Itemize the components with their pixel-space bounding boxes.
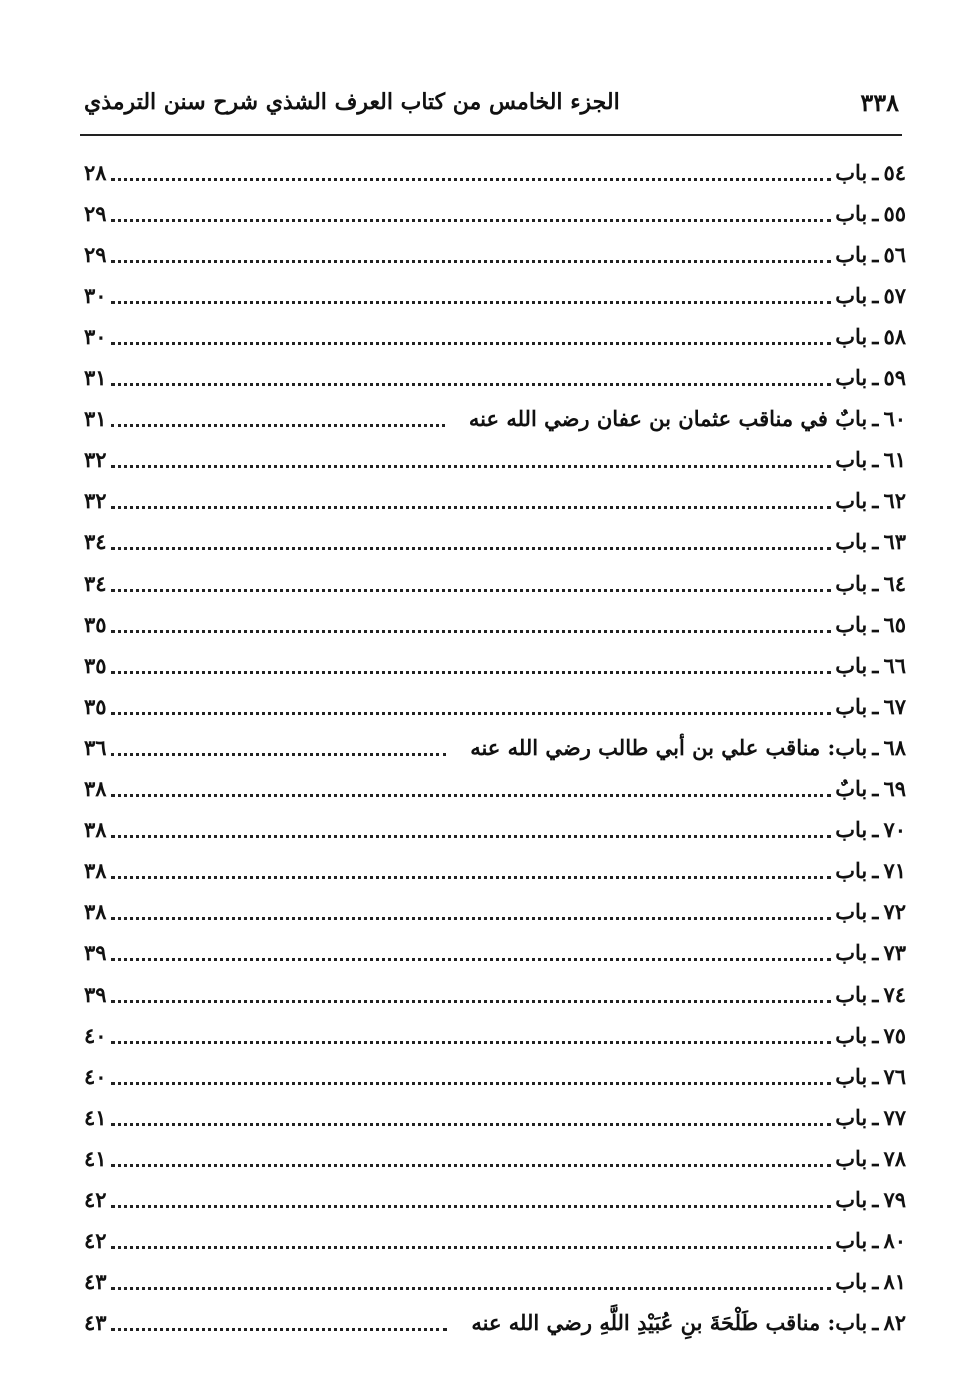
- dot-leader: [111, 1164, 832, 1167]
- dot-leader: [111, 835, 832, 838]
- entry-title: باب: [835, 817, 868, 843]
- entry-title: باب: [835, 652, 868, 678]
- entry-dash: ـ: [872, 652, 879, 678]
- toc-entry: [84, 522, 906, 562]
- dot-leader: [111, 1328, 448, 1331]
- entry-page-number: ٣٨: [84, 899, 107, 925]
- entry-title: باب: [835, 899, 868, 925]
- entry-title: باب: [835, 488, 868, 514]
- dot-leader: [111, 630, 832, 633]
- entry-page-number: ٤٢: [84, 1187, 107, 1212]
- entry-title: باب: [835, 1187, 868, 1212]
- entry-dash: ـ: [872, 1187, 879, 1212]
- dot-leader: [111, 1082, 832, 1085]
- entry-number: ٥٤: [883, 159, 906, 185]
- toc-entry: [84, 399, 906, 439]
- entry-dash: ـ: [872, 734, 879, 760]
- entry-page-number: ٤٠: [84, 1063, 107, 1089]
- entry-number: ٥٥: [883, 200, 906, 226]
- toc-entry: [84, 1180, 906, 1220]
- entry-dash: ـ: [872, 241, 879, 267]
- entry-dash: ـ: [872, 858, 879, 884]
- entry-title: باب: [835, 365, 868, 390]
- entry-page-number: ٣٨: [84, 858, 107, 884]
- toc-entry: [84, 1097, 906, 1137]
- toc-entry: [84, 851, 906, 891]
- toc-entry: [84, 1262, 906, 1302]
- entry-dash: ـ: [872, 940, 879, 966]
- dot-leader: [111, 219, 832, 222]
- entry-title: باب: [835, 529, 868, 555]
- entry-title: باب: [835, 611, 868, 637]
- entry-title: باب: [835, 1104, 868, 1130]
- entry-number: ٦٦: [883, 652, 906, 678]
- entry-dash: ـ: [872, 1269, 879, 1295]
- entry-dash: ـ: [872, 447, 879, 473]
- entry-dash: ـ: [872, 1145, 879, 1171]
- entry-number: ٧١: [883, 858, 906, 884]
- toc-entry: [84, 1221, 906, 1261]
- toc-entry: [84, 727, 906, 767]
- entry-title: بابٌ في مناقب عثمان بن عفان رضي الله عنه: [468, 406, 868, 432]
- entry-dash: ـ: [872, 981, 879, 1007]
- entry-dash: ـ: [872, 1228, 879, 1254]
- entry-number: ٧٩: [883, 1187, 906, 1212]
- entry-title: باب: [835, 1269, 868, 1295]
- toc-entry: [84, 563, 906, 603]
- entry-number: ٥٩: [883, 365, 906, 390]
- entry-page-number: ٣٢: [84, 447, 107, 473]
- entry-number: ٦٥: [883, 611, 906, 637]
- entry-page-number: ٣٩: [84, 981, 107, 1007]
- entry-page-number: ٤١: [84, 1145, 107, 1171]
- toc-entry: [84, 234, 906, 274]
- entry-page-number: ٤٠: [84, 1022, 107, 1048]
- dot-leader: [111, 1041, 832, 1044]
- toc-entry: [84, 892, 906, 932]
- entry-page-number: ٢٨: [84, 159, 107, 185]
- entry-page-number: ٣٠: [84, 323, 107, 349]
- entry-number: ٧٨: [883, 1145, 906, 1171]
- entry-dash: ـ: [872, 406, 879, 432]
- entry-page-number: ٤٣: [84, 1310, 107, 1336]
- entry-page-number: ٣٨: [84, 776, 107, 801]
- toc-entry: [84, 810, 906, 850]
- entry-number: ٧٧: [883, 1104, 906, 1130]
- dot-leader: [111, 1205, 832, 1208]
- entry-page-number: ٣١: [84, 406, 107, 432]
- entry-dash: ـ: [872, 159, 879, 185]
- entry-title: باب: [835, 282, 868, 308]
- entry-title: باب: مناقب طَلْحَةَ بنِ عُبَيْدِ اللَّهِ رضي الله عنه: [471, 1310, 868, 1336]
- entry-dash: ـ: [872, 529, 879, 555]
- entry-number: ٧٥: [883, 1022, 906, 1048]
- toc-entry: [84, 275, 906, 315]
- entry-page-number: ٣٨: [84, 817, 107, 843]
- entry-dash: ـ: [872, 570, 879, 596]
- entry-dash: ـ: [872, 365, 879, 390]
- toc-entry: [84, 604, 906, 644]
- entry-title: باب: [835, 940, 868, 966]
- entry-page-number: ٤٢: [84, 1228, 107, 1254]
- entry-dash: ـ: [872, 611, 879, 637]
- toc-entry: [84, 686, 906, 726]
- entry-page-number: ٤١: [84, 1104, 107, 1130]
- toc-entry: [84, 645, 906, 685]
- entry-dash: ـ: [872, 1104, 879, 1130]
- entry-page-number: ٣٢: [84, 488, 107, 514]
- entry-number: ٥٨: [883, 323, 906, 349]
- entry-number: ٥٧: [883, 282, 906, 308]
- entry-title: باب: [835, 858, 868, 884]
- entry-number: ٧٦: [883, 1063, 906, 1089]
- toc-entry: [84, 316, 906, 356]
- dot-leader: [111, 1000, 832, 1003]
- header-rule: [80, 134, 902, 136]
- entry-page-number: ٣٥: [84, 652, 107, 678]
- page-number: ٣٣٨: [860, 87, 899, 117]
- entry-page-number: ٣١: [84, 365, 107, 390]
- entry-number: ٦٢: [883, 488, 906, 514]
- entry-number: ٧٤: [883, 981, 906, 1007]
- toc-entry: [84, 1303, 906, 1343]
- dot-leader: [111, 424, 445, 427]
- toc-entry: [84, 193, 906, 233]
- entry-dash: ـ: [872, 899, 879, 925]
- dot-leader: [111, 1246, 832, 1249]
- entry-title: باب: [835, 241, 868, 267]
- dot-leader: [111, 547, 832, 550]
- entry-title: باب: [835, 1063, 868, 1089]
- entry-number: ٦٤: [883, 570, 906, 596]
- entry-title: بابٌ: [835, 776, 868, 801]
- toc-entry: [84, 1056, 906, 1096]
- entry-number: ٥٦: [883, 241, 906, 267]
- entry-dash: ـ: [872, 776, 879, 801]
- dot-leader: [111, 712, 832, 715]
- entry-dash: ـ: [872, 323, 879, 349]
- toc-entry: [84, 440, 906, 480]
- dot-leader: [111, 753, 447, 756]
- entry-page-number: ٣٤: [84, 570, 107, 596]
- entry-page-number: ٢٩: [84, 241, 107, 267]
- toc-entry: [84, 974, 906, 1014]
- page-header: [84, 82, 899, 122]
- toc-entry: [84, 769, 906, 809]
- dot-leader: [111, 876, 832, 879]
- entry-title: باب: [835, 570, 868, 596]
- entry-page-number: ٣٠: [84, 282, 107, 308]
- entry-title: باب: [835, 1022, 868, 1048]
- dot-leader: [111, 794, 832, 797]
- entry-page-number: ٣٤: [84, 529, 107, 555]
- entry-dash: ـ: [872, 488, 879, 514]
- entry-number: ٧٠: [883, 817, 906, 843]
- entry-title: باب: [835, 323, 868, 349]
- toc-entry: [84, 481, 906, 521]
- entry-dash: ـ: [872, 1022, 879, 1048]
- toc-entry: [84, 933, 906, 973]
- entry-page-number: ٣٥: [84, 693, 107, 719]
- entry-page-number: ٤٣: [84, 1269, 107, 1295]
- dot-leader: [111, 917, 832, 920]
- toc-entry: [84, 1138, 906, 1178]
- table-of-contents: [0, 143, 954, 1343]
- entry-number: ٧٣: [883, 940, 906, 966]
- dot-leader: [111, 260, 832, 263]
- entry-title: باب: [835, 1228, 868, 1254]
- dot-leader: [111, 383, 832, 386]
- dot-leader: [111, 1123, 832, 1126]
- entry-dash: ـ: [872, 1063, 879, 1089]
- dot-leader: [111, 465, 832, 468]
- dot-leader: [111, 301, 832, 304]
- dot-leader: [111, 671, 832, 674]
- entry-number: ٨٠: [883, 1228, 906, 1254]
- entry-dash: ـ: [872, 693, 879, 719]
- entry-title: باب: [835, 447, 868, 473]
- dot-leader: [111, 342, 832, 345]
- entry-title: باب: [835, 981, 868, 1007]
- entry-title: باب: مناقب علي بن أبي طالب رضي الله عنه: [470, 734, 868, 760]
- toc-entry: [84, 358, 906, 398]
- entry-page-number: ٣٥: [84, 611, 107, 637]
- entry-number: ٨٢: [883, 1310, 906, 1336]
- entry-number: ٧٢: [883, 899, 906, 925]
- entry-page-number: ٢٩: [84, 200, 107, 226]
- entry-dash: ـ: [872, 817, 879, 843]
- running-title: الجزء الخامس من كتاب العرف الشذي شرح سنن الترمذي: [84, 89, 620, 115]
- entry-title: باب: [835, 159, 868, 185]
- entry-page-number: ٣٩: [84, 940, 107, 966]
- toc-entry: [84, 152, 906, 192]
- entry-number: ٦٧: [883, 693, 906, 719]
- dot-leader: [111, 1287, 832, 1290]
- entry-number: ٦٣: [883, 529, 906, 555]
- dot-leader: [111, 589, 832, 592]
- entry-title: باب: [835, 1145, 868, 1171]
- entry-title: باب: [835, 200, 868, 226]
- entry-page-number: ٣٦: [84, 734, 107, 760]
- entry-dash: ـ: [872, 282, 879, 308]
- entry-dash: ـ: [872, 200, 879, 226]
- entry-number: ٦٩: [883, 776, 906, 801]
- entry-number: ٨١: [883, 1269, 906, 1295]
- entry-title: باب: [835, 693, 868, 719]
- dot-leader: [111, 506, 832, 509]
- dot-leader: [111, 958, 832, 961]
- entry-number: ٦١: [883, 447, 906, 473]
- dot-leader: [111, 178, 832, 181]
- toc-entry: [84, 1015, 906, 1055]
- entry-number: ٦٠: [883, 406, 906, 432]
- entry-number: ٦٨: [883, 734, 906, 760]
- entry-dash: ـ: [872, 1310, 879, 1336]
